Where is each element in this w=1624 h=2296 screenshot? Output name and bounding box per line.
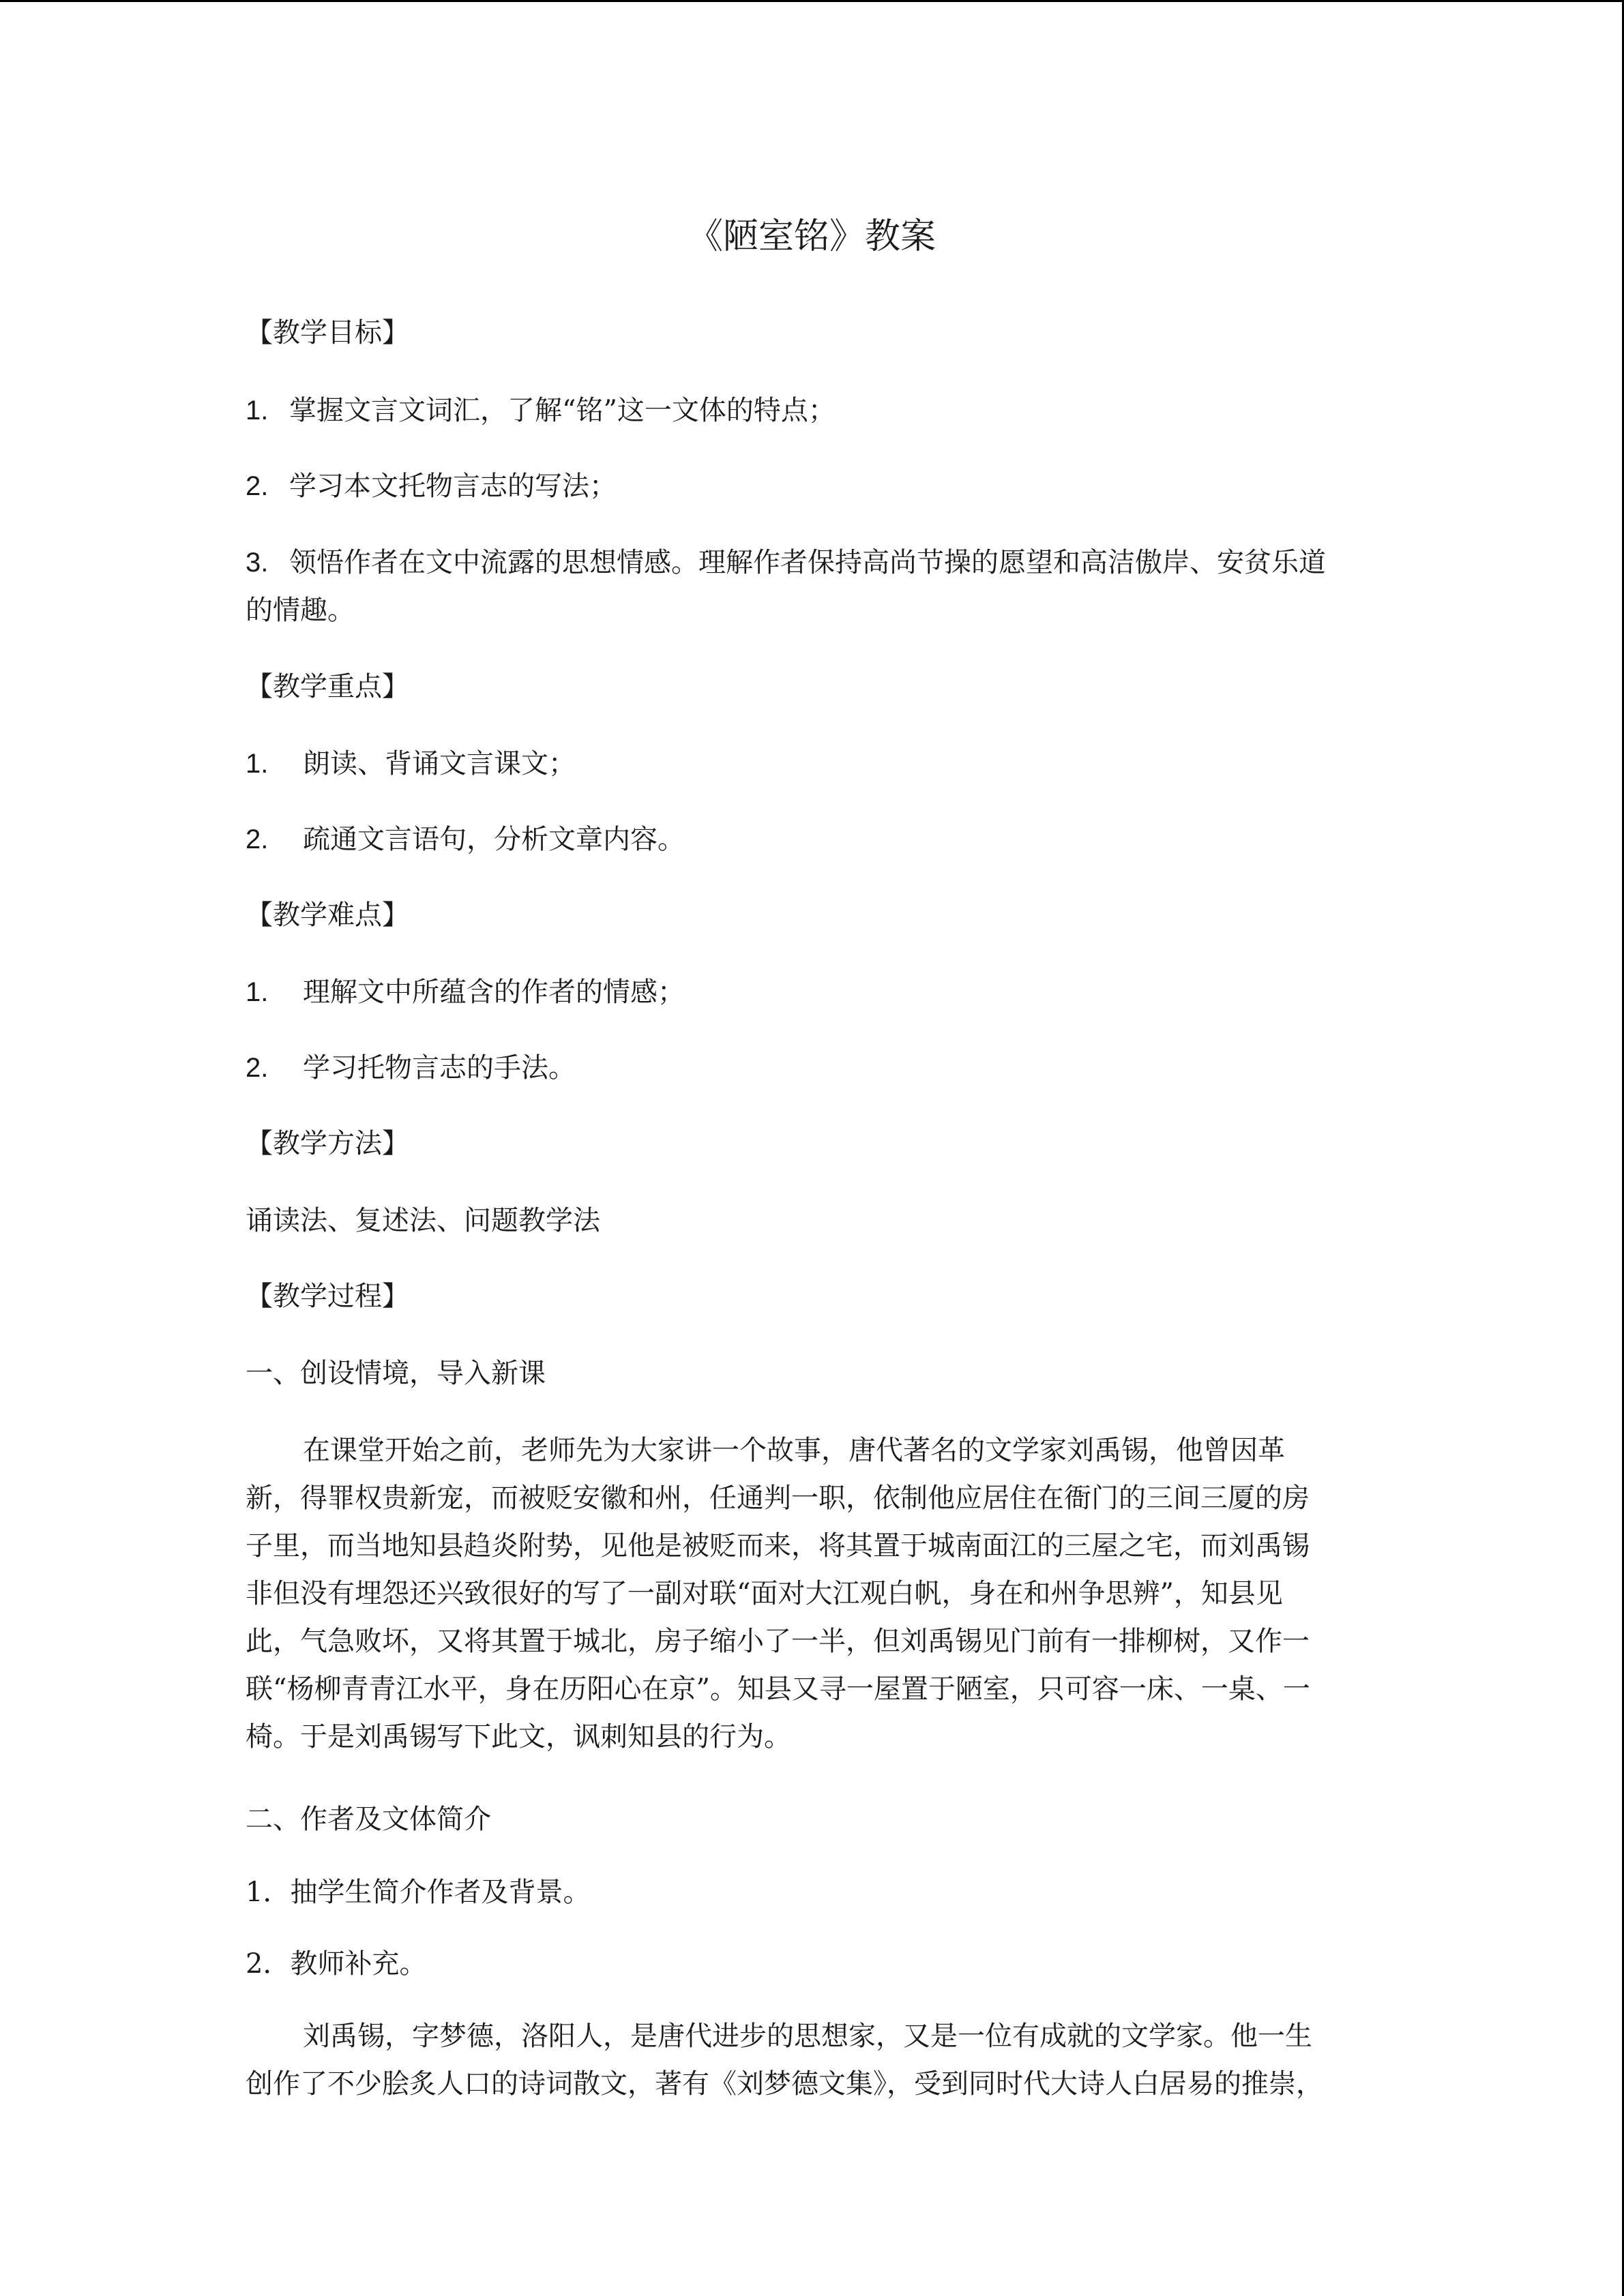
goal-item-3-continuation: 的情趣。 [246,595,355,626]
difficulty-item-2 [246,1044,1378,1092]
paragraph-line: 子里，而当地知县趋炎附势，见他是被贬而来，将其置于城南面江的三屋之宅，而刘禹锡 [246,1530,1310,1562]
goal-item-1 [246,387,1378,434]
section2-heading: 二、作者及文体简介 [246,1804,491,1835]
list-number: 1. [246,749,269,779]
paragraph-line: 非但没有埋怨还兴致很好的写了一副对联“面对大江观白帆，身在和州争思辨”，知县见 [246,1578,1283,1609]
goal-item-3 [246,539,1378,586]
list-text: 学习托物言志的手法。 [303,1052,576,1084]
section2-item-2: 2．教师补充。 [246,1948,427,1980]
paragraph-line: 新，得罪权贵新宠，而被贬安徽和州，任通判一职，依制他应居住在衙门的三间三厦的房 [246,1482,1310,1514]
list-number: 2. [246,1053,269,1083]
list-number: 1. [246,977,269,1007]
paragraph-line: 此，气急败坏，又将其置于城北，房子缩小了一半，但刘禹锡见门前有一排柳树，又作一 [246,1626,1310,1657]
process-heading: 【教学过程】 [246,1281,409,1312]
section2-item-1: 1．抽学生简介作者及背景。 [246,1877,591,1908]
methods-text: 诵读法、复述法、问题教学法 [246,1205,600,1236]
key-point-item-2 [246,816,1378,863]
document-title: 《陋室铭》教案 [687,216,936,257]
paragraph-line: 创作了不少脍炙人口的诗词散文，著有《刘梦德文集》，受到同时代大诗人白居易的推崇， [246,2068,1323,2100]
list-number: 3. [246,548,269,578]
list-text: 理解文中所蕴含的作者的情感； [303,976,685,1008]
list-text: 疏通文言语句，分析文章内容。 [303,824,685,855]
page-border-top [0,0,1624,2]
list-number: 2. [246,471,269,501]
difficulty-item-1 [246,968,1378,1016]
paragraph-line: 刘禹锡，字梦德，洛阳人，是唐代进步的思想家，又是一位有成就的文学家。他一生 [303,2021,1312,2052]
difficulties-heading: 【教学难点】 [246,899,409,931]
goal-item-2 [246,462,1378,510]
methods-heading: 【教学方法】 [246,1128,409,1159]
goals-heading: 【教学目标】 [246,317,409,348]
key-point-item-1 [246,740,1378,788]
key-points-heading: 【教学重点】 [246,671,409,702]
list-number: 1. [246,396,269,426]
list-text: 朗读、背诵文言课文； [303,748,576,779]
list-text: 学习本文托物言志的写法； [289,471,617,502]
list-text: 领悟作者在文中流露的思想情感。理解作者保持高尚节操的愿望和高洁傲岸、安贫乐道 [289,547,1326,578]
paragraph-line: 椅。于是刘禹锡写下此文，讽刺知县的行为。 [246,1721,791,1753]
section1-heading: 一、创设情境，导入新课 [246,1358,546,1389]
list-number: 2. [246,824,269,854]
paragraph-line: 在课堂开始之前，老师先为大家讲一个故事，唐代著名的文学家刘禹锡，他曾因革 [303,1435,1285,1466]
paragraph-line: 联“杨柳青青江水平，身在历阳心在京”。知县又寻一屋置于陋室，只可容一床、一桌、一 [246,1673,1310,1705]
section1-paragraph [246,1427,1378,1761]
section2-paragraph [246,2012,1378,2108]
list-text: 掌握文言文词汇，了解“铭”这一文体的特点； [289,395,836,426]
